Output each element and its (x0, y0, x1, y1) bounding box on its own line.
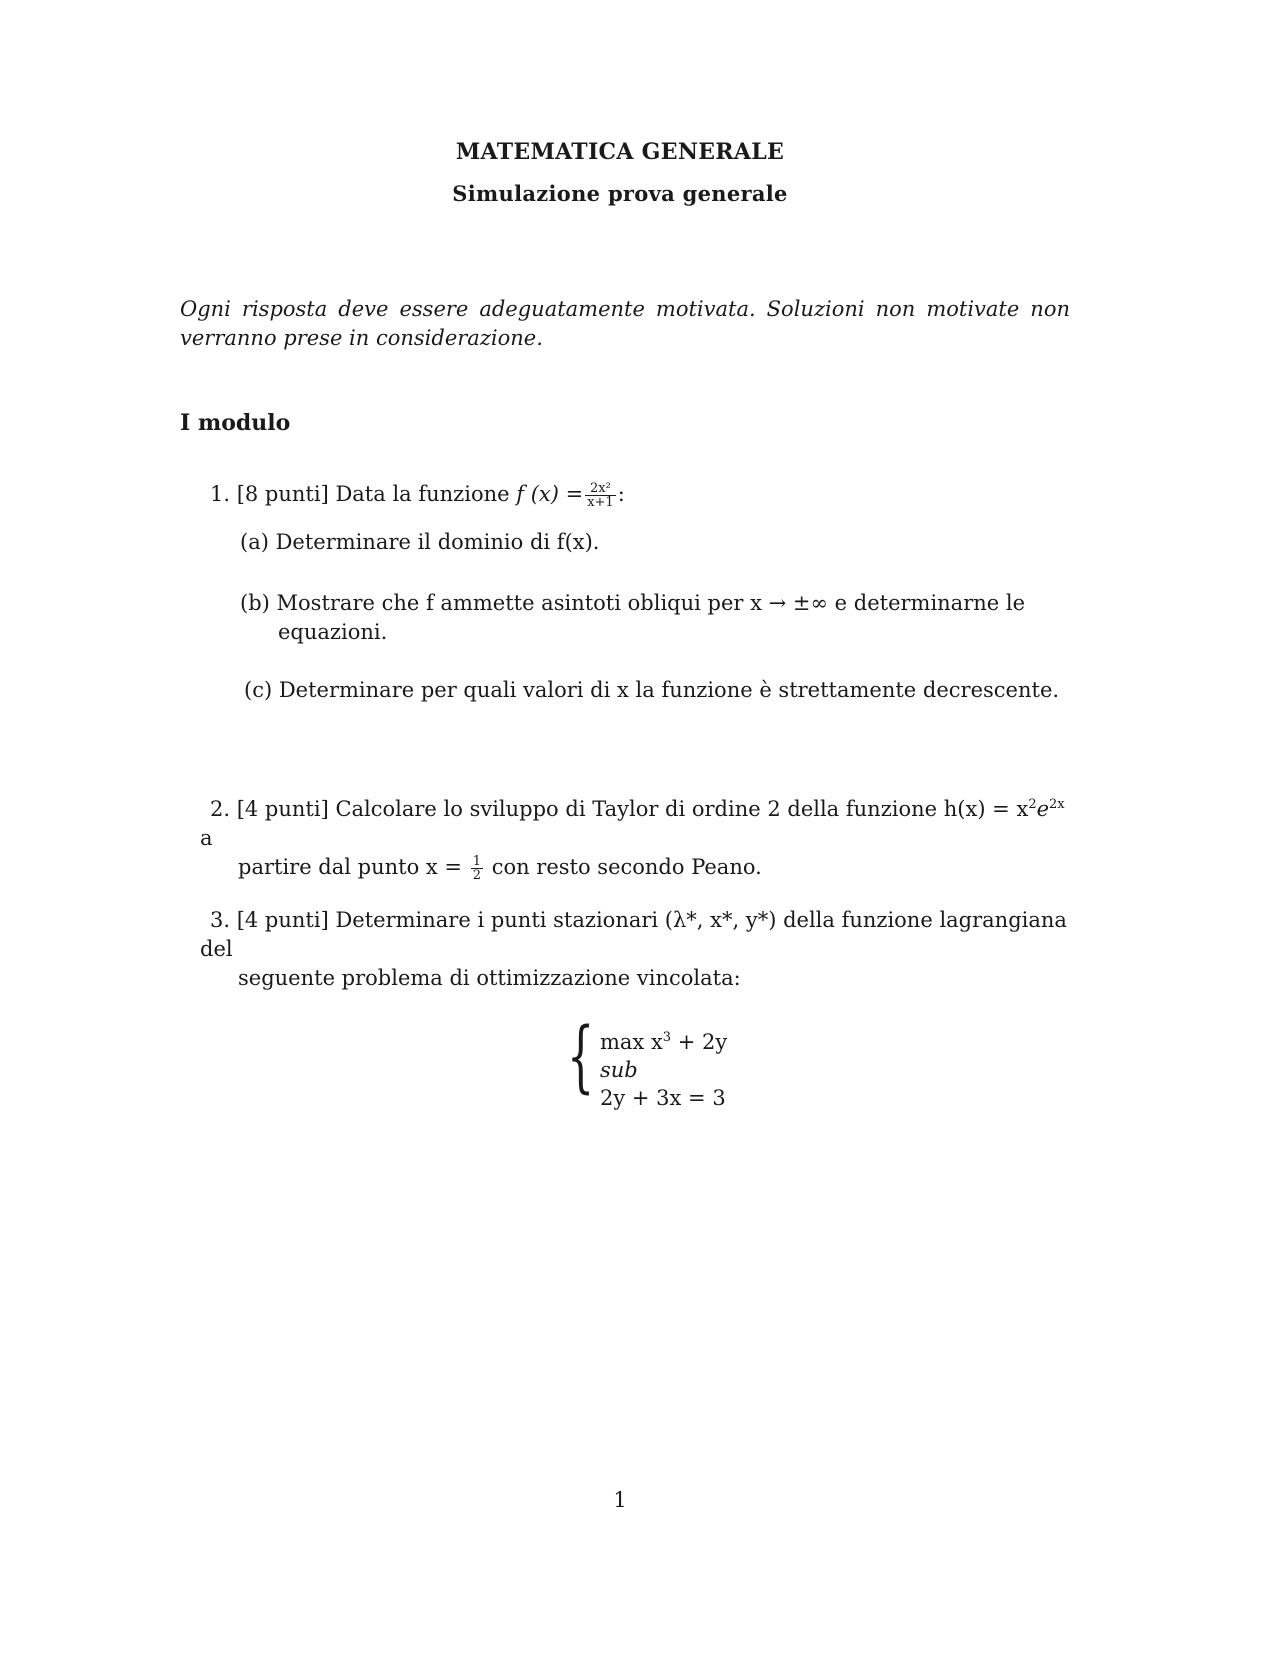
subquestion-text: Determinare il dominio di f(x). (275, 530, 600, 554)
exponent: 2x (1049, 797, 1065, 812)
system-row-3: 2y + 3x = 3 (600, 1086, 726, 1110)
fraction-denominator: x+1 (587, 495, 614, 510)
page-number: 1 (613, 1488, 627, 1512)
question-text-tail: con resto secondo Peano. (491, 855, 762, 879)
question-text-cont: seguente problema di ottimizzazione vincolata: (238, 966, 741, 990)
question-points: [4 punti] (236, 797, 329, 821)
colon: : (617, 482, 625, 506)
subquestion-label: (a) (240, 530, 269, 554)
question-text: Data la funzione (335, 482, 510, 506)
section-heading: I modulo (180, 410, 291, 436)
fraction (585, 482, 616, 509)
subquestion-label: (b) (240, 591, 270, 615)
question-3 (200, 906, 1080, 993)
page-subtitle: Simulazione prova generale (452, 181, 788, 206)
subquestion-a (240, 528, 599, 557)
instructions: Ogni risposta deve essere adeguatamente motivata. Soluzioni non motivate non verranno prese in considerazione. (180, 297, 1070, 350)
question-text: Determinare i punti stazionari (λ*, x*, y*) della funzione lagrangiana del (200, 908, 1067, 961)
question-number: 1. (209, 482, 230, 506)
subquestion-text: Determinare per quali valori di x la funzione è strettamente decrescente. (278, 678, 1060, 702)
subquestion-c (244, 676, 1059, 705)
subquestion-label: (c) (244, 678, 273, 702)
exponent: 2 (1028, 797, 1037, 812)
fraction-numerator: 2x² (585, 482, 616, 496)
question-text: Calcolare lo sviluppo di Taylor di ordine 2 della funzione h(x) = x (335, 797, 1029, 821)
subquestion-text: Mostrare che f ammette asintoti obliqui per x → ±∞ e determinarne le (276, 591, 1026, 615)
question-points: [8 punti] (236, 482, 329, 506)
objective-text-tail: + 2y (671, 1030, 728, 1054)
question-text-end: a (200, 826, 213, 850)
function-expression: f (x) = (516, 482, 584, 506)
euler-e: e (1036, 797, 1050, 821)
question-number: 3. (209, 908, 230, 932)
question-text-cont: partire dal punto x = (238, 855, 463, 879)
question-points: [4 punti] (236, 908, 329, 932)
system-row-2: sub (600, 1058, 638, 1082)
fraction (471, 855, 483, 882)
page-title: MATEMATICA GENERALE (455, 139, 785, 165)
subquestion-text-cont: equazioni. (278, 620, 388, 644)
fraction-denominator: 2 (472, 868, 481, 883)
fraction-numerator: 1 (472, 854, 481, 869)
system-brace: { (567, 1012, 595, 1102)
subquestion-b (240, 589, 1070, 647)
exponent: 3 (662, 1030, 672, 1045)
question-1 (200, 480, 625, 509)
objective-text: max x (600, 1030, 663, 1054)
question-2 (200, 790, 1080, 882)
system-row-1 (600, 1030, 727, 1054)
question-number: 2. (209, 797, 230, 821)
